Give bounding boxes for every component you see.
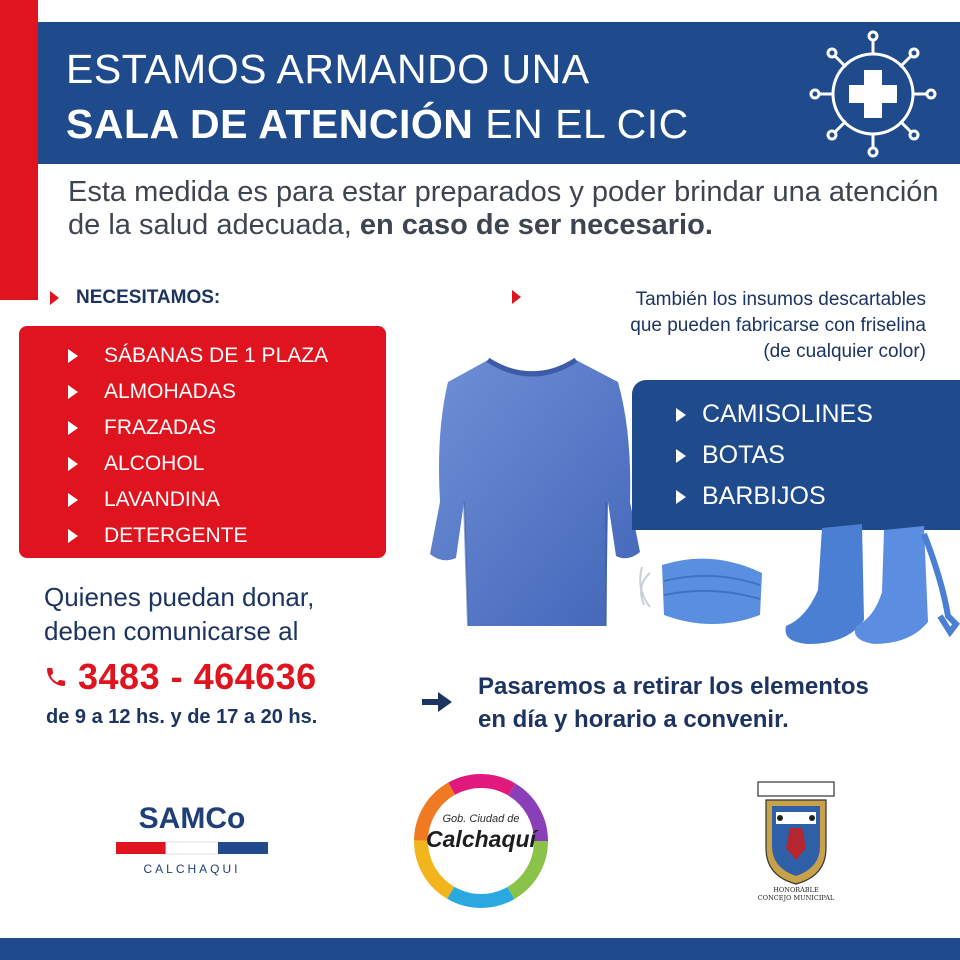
needs-list [68, 338, 328, 554]
council-crest-icon [754, 778, 838, 888]
council-line-2: CONCEJO MUNICIPAL [757, 894, 835, 902]
list-item [676, 476, 873, 517]
samco-name: SAMCo [138, 802, 246, 835]
need-heading [50, 287, 220, 309]
triangle-bullet-icon [68, 529, 78, 543]
list-item [68, 374, 328, 410]
triangle-bullet-icon [676, 490, 686, 504]
face-mask-image [632, 545, 772, 635]
donate-text [44, 580, 314, 648]
triangle-bullet-icon [68, 421, 78, 435]
list-item [676, 394, 873, 435]
council-line-1: HONORABLE [773, 886, 819, 894]
need-heading-label: NECESITAMOS: [76, 287, 221, 308]
triangle-bullet-icon [68, 493, 78, 507]
calchaqui-name: Calchaquí [426, 826, 536, 852]
arrow-right-icon [422, 692, 452, 712]
donate-line-1: Quienes puedan donar, [44, 582, 315, 612]
triangle-bullet-icon [68, 385, 78, 399]
list-item-label: CAMISOLINES [702, 400, 873, 428]
list-item-label: DETERGENTE [104, 524, 248, 547]
contact-hours: de 9 a 12 hs. y de 17 a 20 hs. [46, 706, 318, 728]
title-rest: EN EL CIC [473, 101, 689, 147]
triangle-bullet-icon [68, 349, 78, 363]
list-item [68, 518, 328, 554]
samco-subtitle: CALCHAQUI [143, 862, 241, 876]
triangle-bullet-icon [68, 457, 78, 471]
disposables-list [676, 394, 873, 517]
council-label [740, 886, 852, 902]
list-item-label: BARBIJOS [702, 482, 826, 510]
also-line-3: (de cualquier color) [763, 341, 926, 362]
also-line-1: También los insumos descartables [635, 289, 926, 310]
list-item-label: SÁBANAS DE 1 PLAZA [104, 344, 329, 367]
donate-line-2: deben comunicarse al [44, 616, 299, 646]
pickup-line-2: en día y horario a convenir. [478, 706, 789, 733]
phone-icon [44, 665, 68, 689]
red-accent-strip [0, 0, 38, 300]
subtitle [68, 176, 948, 242]
list-item [68, 410, 328, 446]
list-item [68, 446, 328, 482]
surgical-gown-image [418, 352, 646, 634]
list-item-label: ALCOHOL [104, 452, 205, 475]
list-item [68, 338, 328, 374]
also-line-2: que pueden fabricarse con friselina [630, 315, 926, 336]
list-item-label: ALMOHADAS [104, 380, 236, 403]
list-item [676, 435, 873, 476]
title-line-2 [66, 101, 689, 148]
calchaqui-gob-label: Gob. Ciudad de [442, 813, 520, 825]
footer-bar [0, 938, 960, 960]
title-bold: SALA DE ATENCIÓN [66, 101, 474, 147]
triangle-bullet-icon [50, 291, 59, 305]
pickup-text [478, 670, 869, 736]
pickup-line-1: Pasaremos a retirar los elementos [478, 673, 869, 700]
list-item [68, 482, 328, 518]
list-item-label: LAVANDINA [104, 488, 220, 511]
virus-cross-icon [805, 28, 941, 160]
list-item-label: FRAZADAS [104, 416, 217, 439]
phone-row [44, 656, 317, 698]
title-line-1: ESTAMOS ARMANDO UNA [66, 46, 590, 92]
subtitle-text: Esta medida es para estar preparados y poder brindar una atención de la salud adecuada, [68, 176, 939, 241]
list-item-label: BOTAS [702, 441, 785, 469]
phone-number[interactable]: 3483 - 464636 [78, 656, 317, 697]
shoe-covers-image [778, 520, 960, 650]
subtitle-bold: en caso de ser necesario. [359, 209, 713, 241]
triangle-bullet-icon [676, 449, 686, 463]
triangle-bullet-icon [676, 408, 686, 422]
